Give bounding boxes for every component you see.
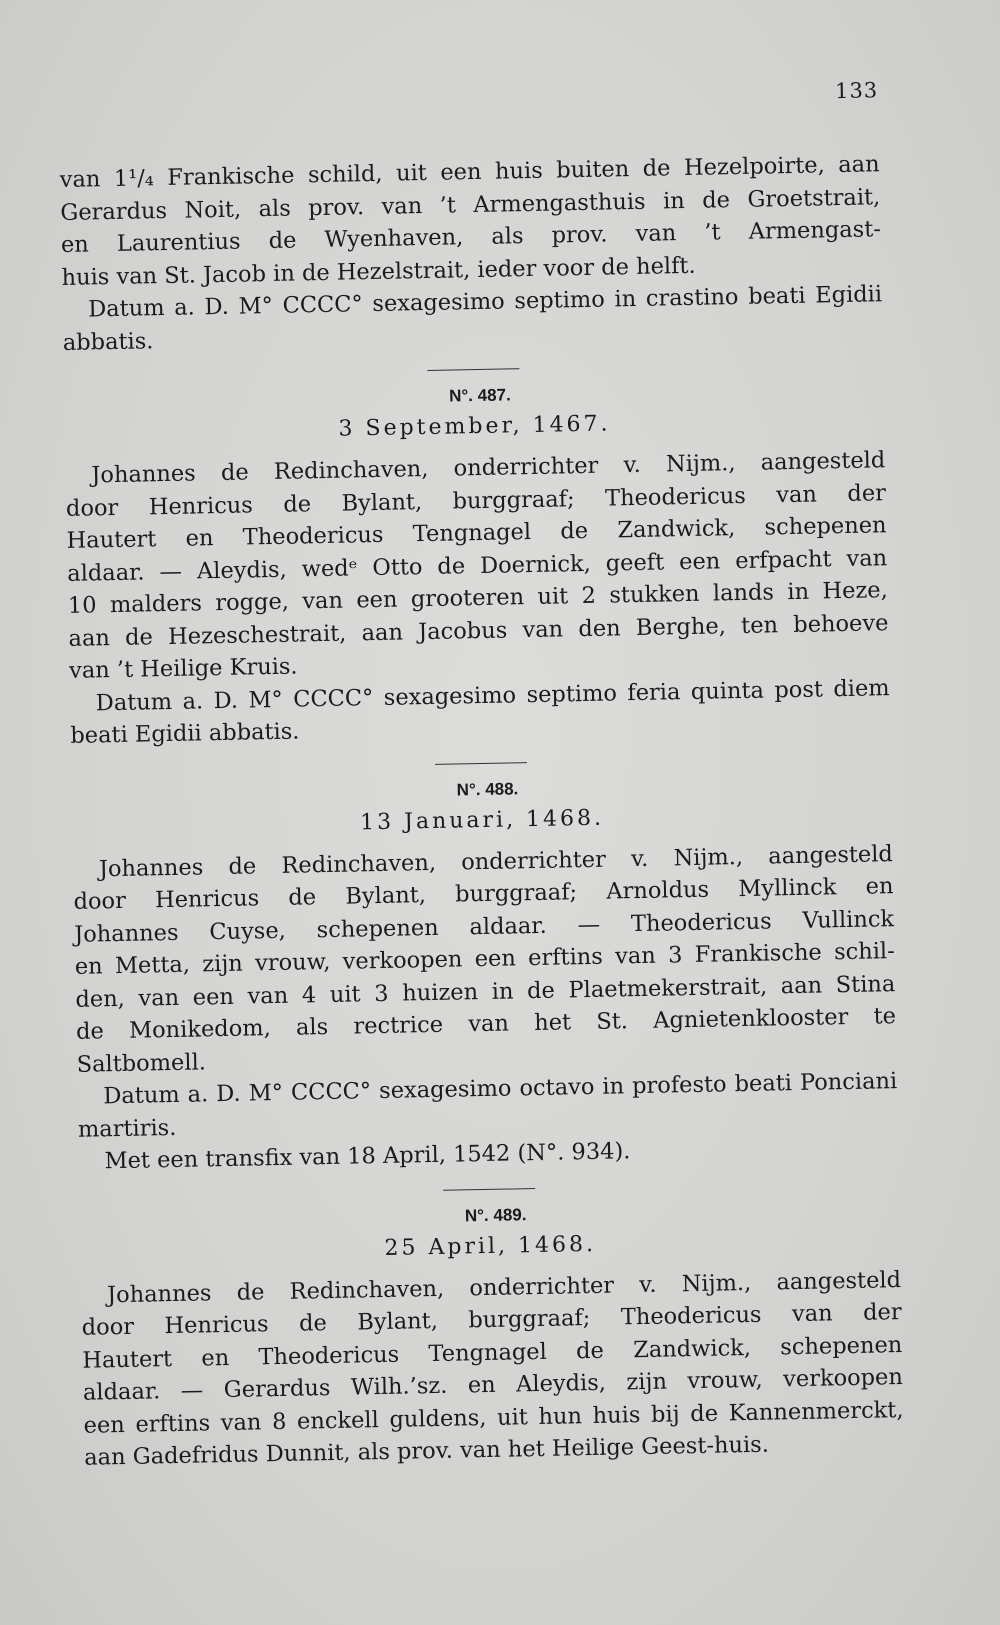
text-line: aan de Hezeschestrait, aan Jacobus van den Berghe, ten behoeve [68,609,889,652]
text-line: van 1¹/₄ Frankische schild, uit een huis buiten de Hezelpoirte, aan [59,151,880,193]
text-line: aan Gadefridus Dunnit, als prov. van het Heilige Geest-huis. [84,1431,770,1471]
text-line: een erftins van 8 enckell guldens, uit hun huis bij de Kannenmerckt, [83,1396,904,1439]
entry-date: 3 September, 1467. [338,411,611,442]
text-line: en Laurentius de Wyenhaven, als prov. van ’t Armengast- [60,216,882,258]
text-line: Johannes de Redinchaven, onderrichter v. Nijm., aangesteld [106,1266,902,1308]
charter-entry [79,1181,904,1475]
text-line: aldaar. — Aleydis, wedᵉ Otto de Doernick, geeft een erfpacht van [67,544,888,587]
datum-line: abbatis. [62,327,154,356]
text-line: aldaar. — Gerardus Wilh.’sz. en Aleydis, zijn vrouw, verkoopen [82,1364,904,1406]
text-line: Saltbomell. [76,1048,207,1078]
entry-number: N°. 489. [464,1204,527,1225]
text-line: Hautert en Theodericus Tengnagel de Zandwick, schepenen [66,512,887,554]
charter-entry [71,755,899,1179]
page-content [58,74,904,1474]
text-line: de Monikedom, als rectrice van het St. Agnietenklooster te [75,1003,897,1045]
text-line: huis van St. Jacob in de Hezelstrait, ieder voor de helft. [61,252,696,291]
entry-number: N°. 487. [448,385,511,406]
text-line: den, van een van 4 uit 3 huizen in de Plaetmekerstrait, aan Stina [75,970,896,1013]
intro-paragraph [59,148,883,359]
text-line: en Metta, zijn vrouw, verkoopen een erftins van 3 Frankische schil- [74,938,895,980]
text-line: Gerardus Noit, als prov. van ’t Armengasthuis in de Groetstrait, [60,183,881,226]
entry-date: 25 April, 1468. [384,1231,597,1261]
entry-date: 13 Januari, 1468. [359,805,605,835]
datum-line: Datum a. D. M° CCCC° sexagesimo septimo in crastino beati Egidii [87,281,883,323]
datum-line: Datum a. D. M° CCCC° sexagesimo octavo in profesto beati Ponciani [103,1068,898,1110]
datum-line: Datum a. D. M° CCCC° sexagesimo septimo feria quinta post diem [95,674,890,716]
text-line: Johannes Cuyse, schepenen aldaar. — Theodericus Vullinck [73,905,895,948]
text-line: door Henricus de Bylant, burggraaf; Arnoldus Myllinck en [73,873,894,915]
section-divider [427,368,519,371]
entry-number: N°. 488. [456,778,519,799]
text-line: Johannes de Redinchaven, onderrichter v. Nijm., aangesteld [98,840,894,882]
datum-line: martiris. [77,1114,177,1143]
text-line: Johannes de Redinchaven, onderrichter v. Nijm., aangesteld [91,447,886,489]
text-line: van ’t Heilige Kruis. [68,653,298,684]
section-divider [443,1188,535,1191]
text-line: Hautert en Theodericus Tengnagel de Zandwick, schepenen [82,1331,903,1374]
text-line: door Henricus de Bylant, burggraaf; Theodericus van der [81,1299,902,1341]
transfix-note: Met een transfix van 18 April, 1542 (N°. 934). [104,1138,631,1175]
text-line: 10 malders rogge, van een grooteren uit 2 stukken lands in Heze, [67,577,889,619]
datum-line: beati Egidii abbatis. [70,718,300,749]
section-divider [435,762,527,765]
page-number: 133 [834,78,879,104]
text-line: door Henricus de Bylant, burggraaf; Theodericus van der [65,479,887,522]
charter-entry [64,361,891,752]
